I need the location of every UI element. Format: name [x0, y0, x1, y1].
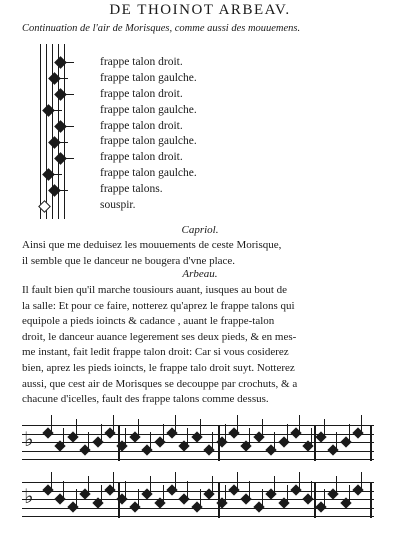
note-stem	[311, 428, 312, 446]
text-line: bien, aprez les pieds ioincts, le frappe talo droit suyt. Notterez	[22, 361, 295, 374]
note-stem	[274, 432, 275, 450]
note-stem	[187, 481, 188, 499]
note-stem	[237, 472, 238, 490]
speaker-arbeau: Arbeau.	[182, 268, 218, 280]
note-stem	[62, 62, 74, 63]
staff-line	[22, 499, 374, 500]
note-stem	[175, 472, 176, 490]
text-line: aussi, que cest air de Morisques se decouppe par crochuts, & a	[22, 377, 298, 390]
step-row: frappe talons.	[100, 183, 163, 196]
note-stem	[262, 419, 263, 437]
note-stem	[274, 476, 275, 494]
note-stem	[56, 142, 68, 143]
note-stem	[175, 415, 176, 433]
running-head: DE THOINOT ARBEAV.	[109, 2, 291, 18]
note-stem	[51, 472, 52, 490]
music-staff-2	[22, 482, 374, 528]
note-stem	[163, 485, 164, 503]
note-stem	[88, 432, 89, 450]
note-stem	[62, 94, 74, 95]
note-stem	[225, 485, 226, 503]
text-line: equipole a pieds ioincts & cadance , auant le frappe-talon	[22, 315, 275, 328]
paragraph-arbeau	[22, 283, 388, 408]
note-stem	[101, 424, 102, 442]
vertical-music-staff	[36, 44, 76, 224]
text-line: me instant, fait ledit frappe talon droit: Car si vous cosiderez	[22, 346, 289, 359]
note-stem	[163, 424, 164, 442]
step-row: frappe talon gaulche.	[100, 135, 197, 148]
staff-line	[22, 516, 374, 517]
speaker-capriol: Capriol.	[181, 224, 219, 236]
step-list	[100, 55, 280, 214]
note-stem	[150, 476, 151, 494]
text-line: Ainsi que me deduisez les mouuements de ceste Morisque,	[22, 239, 282, 251]
text-line: Il fault bien qu'il marche tousiours auant, iusques au bout de	[22, 284, 288, 296]
step-row: frappe talon gaulche.	[100, 103, 197, 116]
note-stem	[125, 428, 126, 446]
note-stem	[287, 485, 288, 503]
text-line: droit, le danceur auance legerement ses deux pieds, & en mes-	[22, 330, 297, 343]
note-stem	[56, 190, 68, 191]
note-stem	[50, 110, 62, 111]
bar-line	[314, 482, 316, 518]
note-stem	[336, 432, 337, 450]
note-stem	[62, 158, 74, 159]
note-stem	[262, 489, 263, 507]
note-stem	[76, 489, 77, 507]
bar-line	[370, 425, 372, 461]
step-row: frappe talon droit.	[100, 56, 183, 68]
text-line: chacune d'icelles, fault des frappe talons comme dessus.	[22, 393, 269, 406]
note-stem	[187, 428, 188, 446]
staff-line	[22, 425, 374, 426]
step-row: frappe talon droit.	[100, 119, 183, 132]
note-stem	[249, 428, 250, 446]
note-stem	[138, 489, 139, 507]
note-stem	[299, 415, 300, 433]
bar-line	[370, 482, 372, 518]
note-stem	[200, 489, 201, 507]
step-row: souspir.	[100, 199, 136, 212]
note-stem	[237, 415, 238, 433]
text-line: il semble que le danceur ne bougera d'vne place.	[22, 254, 236, 267]
note-stem	[287, 424, 288, 442]
note-stem	[299, 472, 300, 490]
note-stem	[361, 472, 362, 490]
note-stem	[56, 78, 68, 79]
note-stem	[50, 174, 62, 175]
step-row: frappe talon droit.	[100, 151, 183, 164]
note-stem	[138, 419, 139, 437]
staff-line	[22, 491, 374, 492]
note-stem	[311, 481, 312, 499]
note-stem	[63, 428, 64, 446]
note-stem	[349, 424, 350, 442]
flat-icon: ♭	[24, 484, 34, 508]
section-subheading: Continuation de l'air de Morisques, comme aussi des mouuemens.	[22, 23, 301, 34]
note-stem	[113, 472, 114, 490]
note-stem	[336, 476, 337, 494]
step-row: frappe talon droit.	[100, 87, 183, 100]
note-stem	[150, 432, 151, 450]
note-stem	[113, 415, 114, 433]
note-stem	[361, 415, 362, 433]
note-stem	[225, 424, 226, 442]
step-row: frappe talon gaulche.	[100, 167, 197, 180]
bar-line	[314, 425, 316, 461]
staff-line	[22, 482, 374, 483]
note-stem	[101, 485, 102, 503]
paragraph-capriol	[22, 238, 388, 269]
note-stem	[88, 476, 89, 494]
note-stem	[63, 481, 64, 499]
note-stem	[125, 481, 126, 499]
staff-line	[22, 451, 374, 452]
note-stem	[212, 476, 213, 494]
flat-icon: ♭	[24, 427, 34, 451]
note-stem	[324, 489, 325, 507]
music-staff-1	[22, 425, 374, 471]
note-stem	[62, 126, 74, 127]
step-row: frappe talon gaulche.	[100, 71, 197, 84]
note-stem	[349, 485, 350, 503]
note-stem	[200, 419, 201, 437]
note-stem	[212, 432, 213, 450]
note-stem	[324, 419, 325, 437]
staff-line	[22, 459, 374, 460]
note-stem	[76, 419, 77, 437]
note-stem	[51, 415, 52, 433]
note-stem	[249, 481, 250, 499]
text-line: la salle: Et pour ce faire, notterez qu'aprez le frappe talons qui	[22, 299, 295, 312]
